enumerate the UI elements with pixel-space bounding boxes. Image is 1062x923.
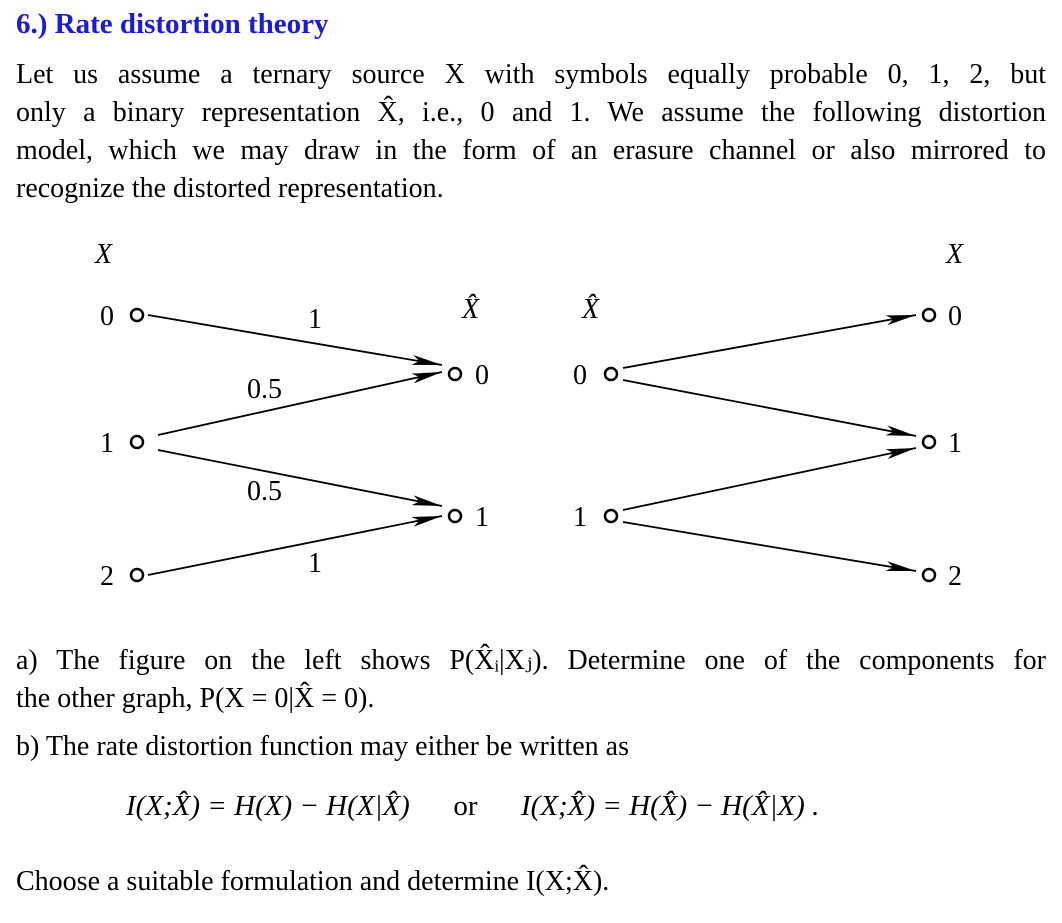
- equation-right: I(X;X̂) = H(X̂) − H(X̂|X) .: [521, 790, 820, 822]
- intro-line: only a binary representation X̂, i.e., 0 and 1. We assume the following distortion: [16, 97, 1046, 128]
- question-b: b) The rate distortion function may either be written as: [16, 731, 629, 762]
- left-edge-label-2: 0.5: [247, 476, 282, 507]
- right-channel-graph: [573, 239, 964, 592]
- right-edge-1-to-2: [623, 522, 916, 571]
- intro-line: Let us assume a ternary source X with symbols equally probable 0, 1, 2, but: [16, 59, 1046, 90]
- question-a: [16, 642, 1046, 718]
- right-source-symbol-0: 0: [573, 360, 587, 391]
- equation-left: I(X;X̂) = H(X) − H(X|X̂): [126, 790, 410, 822]
- left-source-symbol-0: 0: [100, 301, 114, 332]
- left-target-node-0: [449, 368, 461, 380]
- question-a-line-1: a) The figure on the left shows P(X̂ᵢ|Xⱼ). Determine one of the components for: [16, 645, 1046, 676]
- right-target-node-2: [923, 569, 935, 581]
- right-target-symbol-2: 2: [948, 561, 962, 592]
- left-target-symbol-0: 0: [475, 360, 489, 391]
- left-source-symbol-2: 2: [100, 561, 114, 592]
- right-target-symbol-0: 0: [948, 301, 962, 332]
- right-source-label: X̂: [582, 294, 600, 325]
- left-edge-label-3: 1: [308, 548, 322, 579]
- closing-instruction: Choose a suitable formulation and determine I(X;X̂).: [16, 866, 610, 897]
- intro-line: recognize the distorted representation.: [16, 173, 444, 204]
- left-source-node-2: [131, 569, 143, 581]
- left-edge-2-to-1: [148, 516, 442, 575]
- right-edge-0-to-0: [623, 315, 916, 368]
- right-source-node-1: [605, 510, 617, 522]
- intro-paragraph: [16, 56, 1046, 208]
- left-source-node-0: [131, 309, 143, 321]
- question-a-line-2: the other graph, P(X = 0|X̂ = 0).: [16, 683, 375, 714]
- right-edge-0-to-1: [623, 380, 916, 436]
- left-edge-label-0: 1: [308, 304, 322, 335]
- left-edge-1-to-1: [158, 450, 442, 506]
- left-edge-0-to-0: [148, 315, 442, 365]
- channel-diagrams: [0, 230, 1062, 600]
- left-target-label: X̂: [462, 294, 480, 325]
- left-source-node-1: [131, 436, 143, 448]
- mutual-information-equations: [126, 790, 819, 823]
- right-target-symbol-1: 1: [948, 428, 962, 459]
- right-source-symbol-1: 1: [573, 502, 587, 533]
- intro-line: model, which we may draw in the form of an erasure channel or also mirrored to: [16, 135, 1046, 166]
- left-edge-label-1: 0.5: [247, 374, 282, 405]
- right-target-label: X: [946, 239, 964, 270]
- left-source-label: X: [95, 239, 113, 270]
- left-target-symbol-1: 1: [475, 502, 489, 533]
- right-target-node-1: [923, 436, 935, 448]
- right-target-node-0: [923, 309, 935, 321]
- section-title: 6.) Rate distortion theory: [16, 8, 329, 40]
- left-channel-graph: [94, 239, 489, 592]
- equation-or: or: [453, 790, 478, 822]
- left-source-symbol-1: 1: [100, 428, 114, 459]
- left-target-node-1: [449, 510, 461, 522]
- left-edge-1-to-0: [158, 372, 442, 435]
- right-edge-1-to-1: [623, 448, 916, 510]
- right-source-node-0: [605, 368, 617, 380]
